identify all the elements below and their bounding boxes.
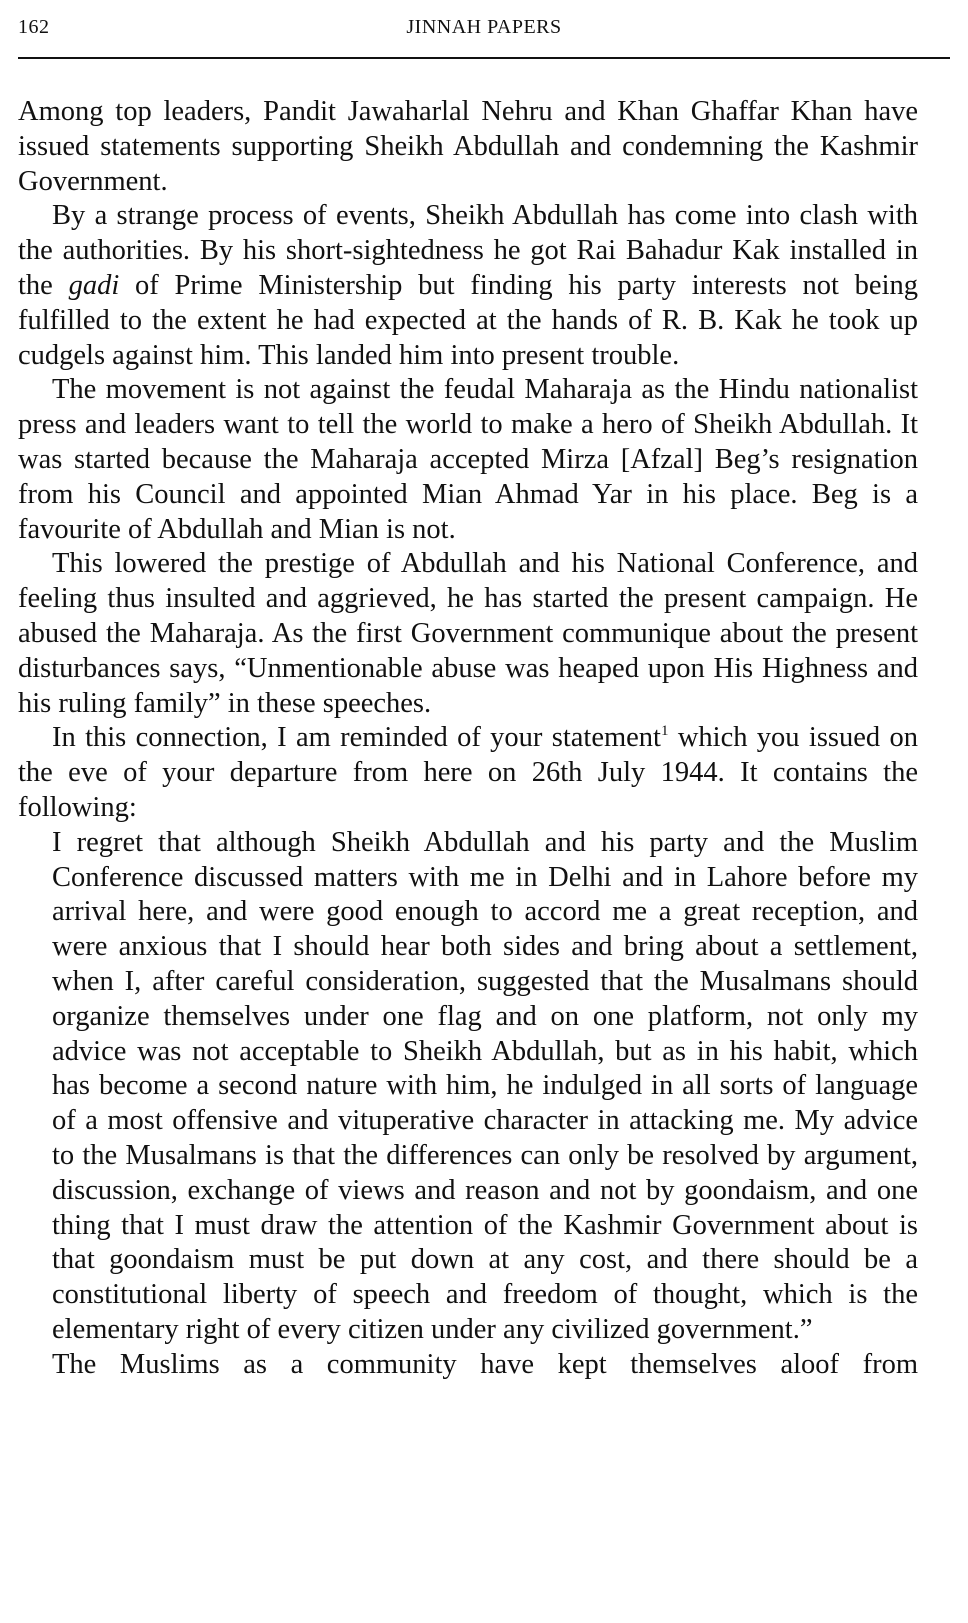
footnote-marker: 1 <box>660 723 669 740</box>
paragraph-5-text-b: which you issued on the eve of your departure from here on 26th July 1944. It contains the following: <box>18 722 918 823</box>
page-number: 162 <box>18 16 50 38</box>
paragraph-6: The Muslims as a community have kept themselves aloof from <box>52 1348 918 1380</box>
italic-term: gadi <box>68 269 120 301</box>
paragraph-4: This lowered the prestige of Abdullah and his National Conference, and feeling thus insulted and aggrieved, he has started the present campaign. He abused the Maharaja. As the first Government communique about the present disturbances says, “Unmentionable abuse was heaped upon His Highness and his ruling family” in these speeches. <box>18 548 918 719</box>
running-title: JINNAH PAPERS <box>406 16 562 38</box>
quote-text: I regret that although Sheikh Abdullah and his party and the Muslim Conference discussed matters with me in Delhi and in Lahore before my arrival here, and were good enough to accord me a great reception, and were anxious that I should hear both sides and bring about a settlement, when I, after careful consideration, suggested that the Musalmans should organize themselves under one flag and on one platform, not only my advice was not acceptable to Sheikh Abdullah, but as in his habit, which has become a second nature with him, he indulged in all sorts of language of a most offensive and vituperative character in attacking me. My advice to the Musalmans is that the differences can only be resolved by argument, discussion, exchange of views and reason and not by goondaism, and one thing that I must draw the attention of the Kashmir Government about is that goondaism must be put down at any cost, and there should be a constitutional liberty of speech and freedom of thought, which is the elementary right of every citizen under any civilized government.” <box>52 826 918 1345</box>
paragraph-2-text-b: of Prime Ministership but finding his party interests not being fulfilled to the extent he had expected at the hands of R. B. Kak he took up cudgels against him. This landed him into present trouble. <box>18 269 918 371</box>
paragraph-1: Among top leaders, Pandit Jawaharlal Nehru and Khan Ghaffar Khan have issued statements supporting Sheikh Abdullah and condemning the Kashmir Government. <box>18 96 918 197</box>
paragraph-5-text-a: In this connection, I am reminded of your statement <box>52 722 661 754</box>
header-rule <box>18 57 950 59</box>
paragraph-2-text-a: By a strange process of events, Sheikh Abdullah has come into clash with the authorities. By his short-sightedness he got Rai Bahadur Kak installed in the <box>18 200 918 301</box>
paragraph-3: The movement is not against the feudal Maharaja as the Hindu nationalist press and leaders want to tell the world to make a hero of Sheikh Abdullah. It was started because the Maharaja accepted Mirza [Afzal] Beg’s resignation from his Council and appointed Mian Ahmad Yar in his place. Beg is a favourite of Abdullah and Mian is not. <box>18 374 918 545</box>
paragraph-2 <box>18 199 918 373</box>
block-quote <box>18 826 918 1348</box>
paragraph-5 <box>18 721 918 825</box>
page-header <box>18 14 950 48</box>
body-text <box>18 95 918 1382</box>
